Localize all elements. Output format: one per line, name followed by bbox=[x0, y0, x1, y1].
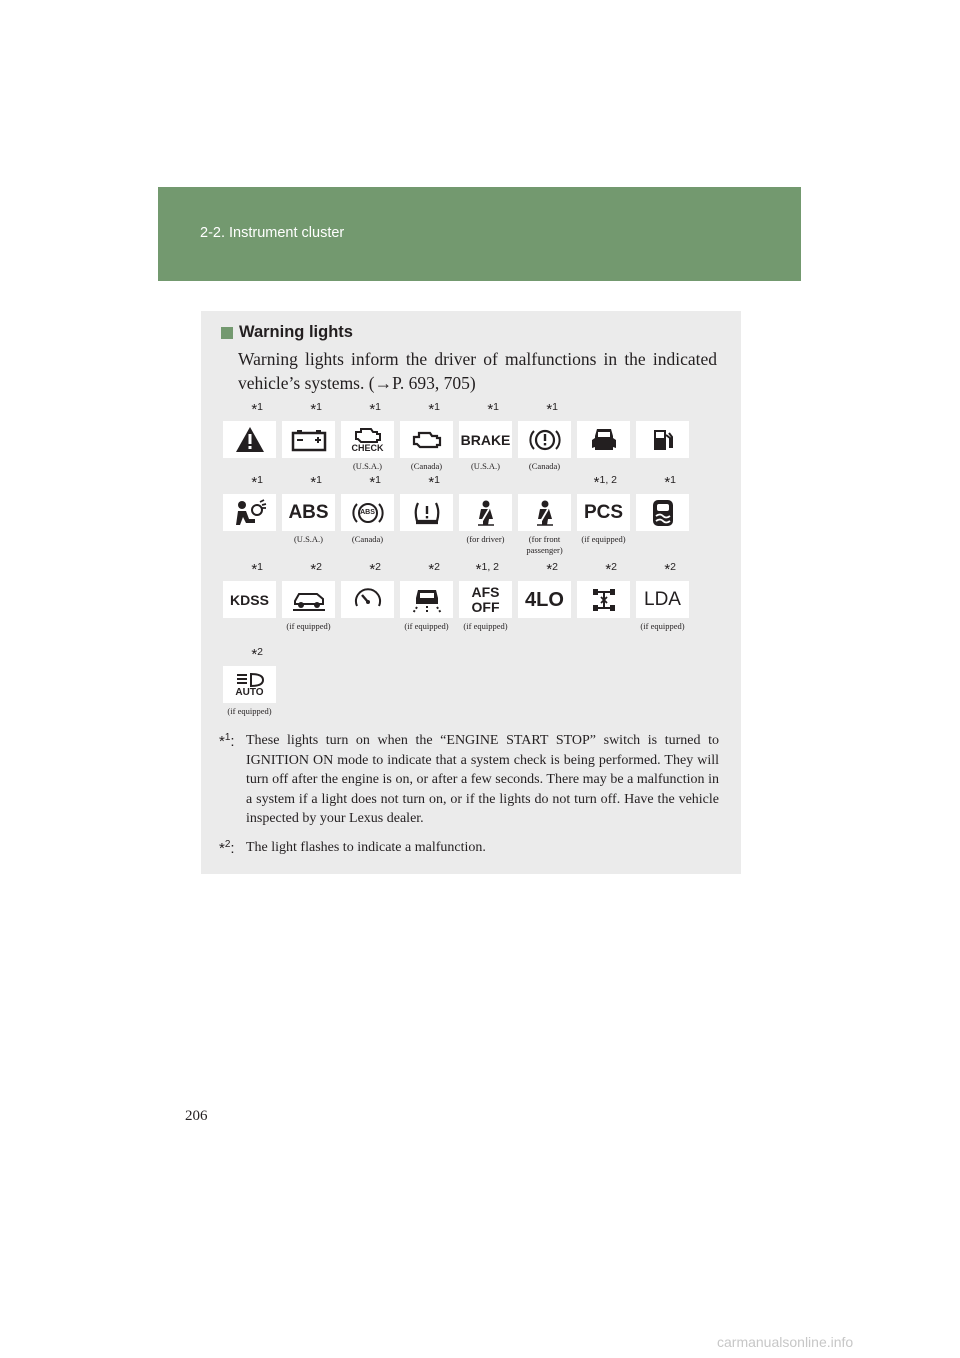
footnote-1-mark: *$^1$: bbox=[219, 732, 235, 750]
footnote-mark: *1 bbox=[487, 401, 499, 418]
icon-caption: (if equipped) bbox=[227, 706, 272, 716]
footnote-mark: *2 bbox=[428, 561, 440, 578]
footnote-mark: *1 bbox=[369, 401, 381, 418]
brake-text-icon bbox=[459, 421, 512, 458]
footnote-2 bbox=[219, 838, 719, 858]
footnote-mark: *1 bbox=[310, 401, 322, 418]
icon-caption: (Canada) bbox=[410, 461, 443, 471]
icon-caption: (Canada) bbox=[528, 461, 561, 471]
footnote-1-text: These lights turn on when the “ENGINE START STOP” switch is turned to IGNITION ON mode to indicate that a system check is being performed. They will turn off after the engine is on, or after a few seconds. There may be a malfunction in a system if a light does not turn on, or if the lights do not turn off. Have the vehicle inspected by your Lexus dealer. bbox=[246, 733, 719, 826]
seatbelt-driver-icon bbox=[459, 494, 512, 531]
battery-charging-icon bbox=[282, 421, 335, 458]
pcs-text: PCS bbox=[583, 502, 624, 523]
engine-malfunction-icon bbox=[400, 421, 453, 458]
footnote-mark: *1, 2 bbox=[475, 561, 499, 578]
abs-text: ABS bbox=[288, 502, 329, 523]
afs-off-text: AFS OFF bbox=[471, 583, 500, 615]
footnote-mark: *2 bbox=[546, 561, 558, 578]
footnote-2-mark: *$^2$: bbox=[219, 838, 235, 857]
section-header-bar bbox=[158, 187, 801, 281]
icon-caption: (U.S.A.) bbox=[352, 461, 383, 471]
heading-bullet bbox=[221, 327, 233, 339]
icon-caption: (if equipped) bbox=[640, 621, 685, 631]
brake-circle-icon bbox=[518, 421, 571, 458]
footnote-mark: *2 bbox=[605, 561, 617, 578]
general-warning-icon bbox=[223, 421, 276, 458]
icon-caption: (if equipped) bbox=[404, 621, 449, 631]
seatbelt-passenger-icon bbox=[518, 494, 571, 531]
afs-off-icon bbox=[459, 581, 512, 618]
warning-lights-heading bbox=[221, 323, 353, 342]
heading-text: Warning lights bbox=[239, 323, 353, 341]
abs-circle-icon bbox=[341, 494, 394, 531]
fuel-pump-icon bbox=[636, 421, 689, 458]
tire-pressure-icon bbox=[400, 494, 453, 531]
icon-caption: (U.S.A.) bbox=[470, 461, 501, 471]
footnote-mark: *1 bbox=[664, 474, 676, 491]
open-door-icon bbox=[577, 421, 630, 458]
footnote-mark: *2 bbox=[369, 561, 381, 578]
footnote-mark: *1 bbox=[310, 474, 322, 491]
icon-caption: (if equipped) bbox=[463, 621, 508, 631]
page-number: 206 bbox=[185, 1108, 208, 1124]
abs-circle-graphic bbox=[351, 499, 385, 527]
four-lo-icon bbox=[518, 581, 571, 618]
icon-caption: (for front passenger) bbox=[526, 534, 563, 555]
skid-icon bbox=[636, 494, 689, 531]
abs-circle-text: ABS bbox=[360, 508, 375, 516]
footnote-mark: *1 bbox=[251, 561, 263, 578]
icon-caption: (if equipped) bbox=[286, 621, 331, 631]
pcs-text-icon bbox=[577, 494, 630, 531]
abs-text-icon bbox=[282, 494, 335, 531]
kdss-text: KDSS bbox=[230, 591, 269, 608]
auto-headlight-icon bbox=[223, 666, 276, 703]
footnote-mark: *1 bbox=[369, 474, 381, 491]
suspension-icon bbox=[282, 581, 335, 618]
intro-paragraph: Warning lights inform the driver of malfunctions in the indicated vehicle’s systems. (→P. 693, 705) bbox=[238, 349, 717, 393]
gauge-icon bbox=[341, 581, 394, 618]
icon-caption: (U.S.A.) bbox=[293, 534, 324, 544]
footnote-mark: *1 bbox=[251, 474, 263, 491]
brake-text: BRAKE bbox=[460, 431, 511, 448]
icon-caption: (Canada) bbox=[351, 534, 384, 544]
footnote-mark: *1, 2 bbox=[593, 474, 617, 491]
srs-airbag-icon bbox=[223, 494, 276, 531]
center-diff-lock-icon bbox=[577, 581, 630, 618]
footnote-mark: *2 bbox=[310, 561, 322, 578]
icon-caption: (if equipped) bbox=[581, 534, 626, 544]
footnote-mark: *2 bbox=[664, 561, 676, 578]
footnote-mark: *1 bbox=[546, 401, 558, 418]
kdss-text-icon bbox=[223, 581, 276, 618]
footnote-mark: *1 bbox=[251, 401, 263, 418]
four-lo-text: 4LO bbox=[525, 588, 564, 611]
icon-caption: (for driver) bbox=[466, 534, 505, 544]
footnote-mark: *1 bbox=[428, 401, 440, 418]
footnote-1 bbox=[219, 731, 719, 829]
check-engine-icon bbox=[341, 421, 394, 458]
lda-text-icon bbox=[636, 581, 689, 618]
footnote-mark: *1 bbox=[428, 474, 440, 491]
lda-text: LDA bbox=[644, 589, 681, 610]
check-engine-text: CHECK bbox=[351, 443, 384, 453]
auto-text: AUTO bbox=[235, 686, 264, 698]
watermark: carmanualsonline.info bbox=[717, 1334, 854, 1350]
footnotes bbox=[219, 731, 719, 857]
footnote-2-text: The light flashes to indicate a malfunction. bbox=[246, 839, 486, 855]
vehicle-tilt-icon bbox=[400, 581, 453, 618]
warning-lights-panel bbox=[201, 311, 741, 874]
section-title: 2-2. Instrument cluster bbox=[200, 225, 345, 241]
footnote-mark: *2 bbox=[251, 646, 263, 663]
